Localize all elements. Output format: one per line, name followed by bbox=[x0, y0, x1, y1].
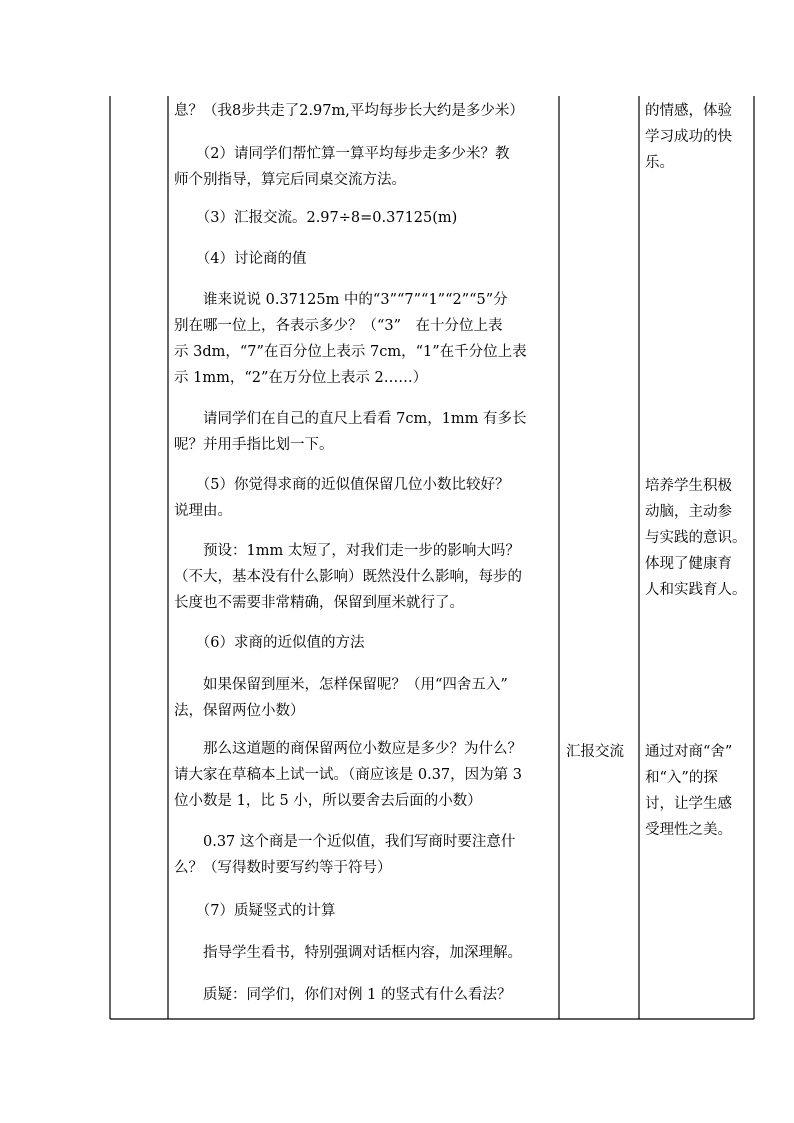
paragraph-line: 预设：1mm 太短了，对我们走一步的影响大吗？ bbox=[174, 543, 520, 559]
design-intent-line: 人和实践育人。 bbox=[645, 582, 747, 598]
paragraph-line: 息？（我8步共走了2.97m,平均每步长大约是多少米） bbox=[174, 103, 524, 119]
design-intent-line: 体现了健康育 bbox=[645, 556, 732, 572]
design-intent-line: 受理性之美。 bbox=[645, 822, 732, 838]
design-intent-line: 的情感，体验 bbox=[645, 103, 732, 119]
paragraph-line: 质疑：同学们，你们对例 1 的竖式有什么看法？ bbox=[174, 987, 512, 1003]
paragraph-line: 示 3dm，“7”在百分位上表示 7cm，“1”在千分位上表 bbox=[174, 344, 527, 360]
paragraph-line: 说理由。 bbox=[174, 503, 232, 519]
paragraph-line: （4）讨论商的值 bbox=[174, 251, 307, 267]
paragraph-line: 0.37 这个商是一个近似值，我们写商时要注意什 bbox=[174, 834, 516, 850]
paragraph-line: 师个别指导，算完后同桌交流方法。 bbox=[174, 172, 406, 188]
paragraph-line: 法，保留两位小数） bbox=[174, 703, 305, 719]
paragraph-line: 请同学们在自己的直尺上看看 7cm，1mm 有多长 bbox=[174, 411, 527, 427]
paragraph-line: 谁来说说 0.37125m 中的“3”“7”“1”“2”“5”分 bbox=[174, 292, 508, 308]
paragraph-line: 别在哪一位上，各表示多少？（“3” 在十分位上表 bbox=[174, 318, 503, 334]
paragraph-line: 位小数是 1，比 5 小，所以要舍去后面的小数） bbox=[174, 793, 482, 809]
paragraph-line: 指导学生看书，特别强调对话框内容，加深理解。 bbox=[174, 945, 522, 961]
paragraph-line: （不大，基本没有什么影响）既然没什么影响，每步的 bbox=[174, 569, 522, 585]
paragraph-line: （7）质疑竖式的计算 bbox=[174, 903, 336, 919]
paragraph-line: （3）汇报交流。2.97÷8=0.37125(m) bbox=[174, 210, 458, 226]
design-intent-line: 与实践的意识。 bbox=[645, 530, 747, 546]
paragraph-line: 么？（写得数时要写约等于符号） bbox=[174, 860, 392, 876]
design-intent-line: 动脑，主动参 bbox=[645, 504, 732, 520]
design-intent-line: 和“入”的探 bbox=[645, 770, 718, 786]
paragraph-line: （2）请同学们帮忙算一算平均每步走多少米？教 bbox=[174, 146, 510, 162]
paragraph-line: （6）求商的近似值的方法 bbox=[174, 635, 365, 651]
design-intent-line: 讨，让学生感 bbox=[645, 796, 732, 812]
paragraph-line: 长度也不需要非常精确，保留到厘米就行了。 bbox=[174, 595, 464, 611]
paragraph-line: 示 1mm，“2”在万分位上表示 2……） bbox=[174, 370, 428, 386]
design-intent-line: 乐。 bbox=[645, 155, 674, 171]
design-intent-line: 培养学生积极 bbox=[645, 478, 732, 494]
activity-label: 汇报交流 bbox=[566, 744, 624, 760]
paragraph-line: 那么这道题的商保留两位小数应是多少？为什么？ bbox=[174, 741, 522, 757]
design-intent-line: 学习成功的快 bbox=[645, 129, 732, 145]
paragraph-line: 如果保留到厘米，怎样保留呢？（用“四舍五入” bbox=[174, 677, 508, 693]
design-intent-line: 通过对商“舍” bbox=[645, 744, 733, 760]
paragraph-line: （5）你觉得求商的近似值保留几位小数比较好？ bbox=[174, 477, 510, 493]
paragraph-line: 请大家在草稿本上试一试。（商应该是 0.37，因为第 3 bbox=[174, 767, 522, 783]
paragraph-line: 呢？并用手指比划一下。 bbox=[174, 437, 334, 453]
